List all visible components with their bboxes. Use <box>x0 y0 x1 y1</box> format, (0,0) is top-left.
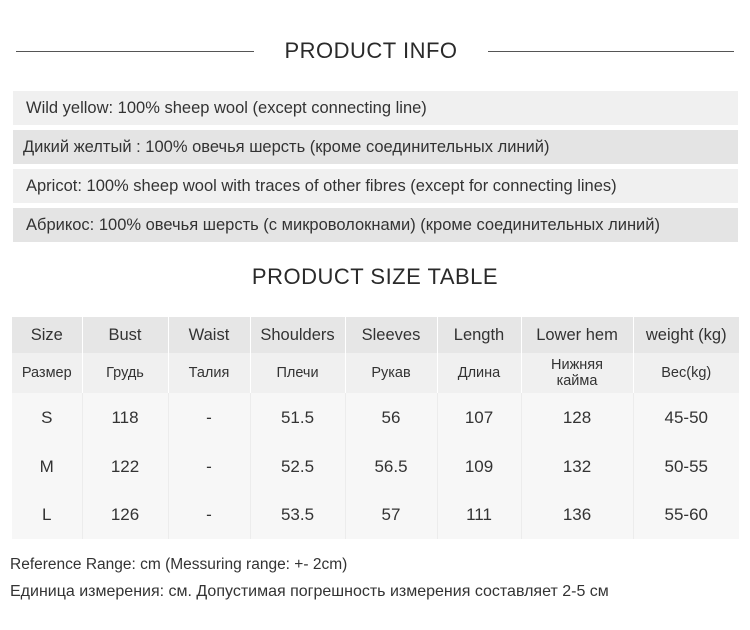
column-header-ru: Длина <box>437 353 521 393</box>
column-header: Bust <box>82 317 168 353</box>
info-line <box>13 208 738 242</box>
table-row <box>12 491 739 539</box>
table-cell: 107 <box>437 393 521 443</box>
reference-range-note-ru: Единица измерения: см. Допустимая погрешность измерения составляет 2-5 см <box>10 583 609 600</box>
table-row <box>12 393 739 443</box>
table-header-row <box>12 317 739 353</box>
reference-range-note: Reference Range: cm (Messuring range: +- 2cm) <box>10 556 348 573</box>
column-header-ru: Рукав <box>345 353 437 393</box>
product-info-list <box>13 91 738 247</box>
table-cell: M <box>12 443 82 491</box>
table-cell: 52.5 <box>250 443 345 491</box>
table-cell: 57 <box>345 491 437 539</box>
table-cell: 45-50 <box>633 393 739 443</box>
size-table <box>12 317 739 539</box>
size-table-header <box>0 264 750 290</box>
info-line-text: Apricot: 100% sheep wool with traces of other fibres (except for connecting lines) <box>26 176 617 195</box>
column-header-ru: Вес(kg) <box>633 353 739 393</box>
table-cell: 51.5 <box>250 393 345 443</box>
table-cell: 136 <box>521 491 633 539</box>
table-row <box>12 443 739 491</box>
divider-line <box>16 51 254 52</box>
column-header: Length <box>437 317 521 353</box>
product-info-title: PRODUCT INFO <box>284 38 458 63</box>
table-cell: - <box>168 443 250 491</box>
size-table-title: PRODUCT SIZE TABLE <box>251 264 499 289</box>
column-header-ru: Нижняя кайма <box>521 353 633 393</box>
table-cell: 56 <box>345 393 437 443</box>
column-header-ru: Талия <box>168 353 250 393</box>
info-line-text: Дикий желтый : 100% овечья шерсть (кроме соединительных линий) <box>23 137 550 156</box>
table-cell: 132 <box>521 443 633 491</box>
info-line-text: Абрикос: 100% овечья шерсть (с микроволокнами) (кроме соединительных линий) <box>26 215 660 234</box>
info-line-text: Wild yellow: 100% sheep wool (except connecting line) <box>26 98 427 117</box>
table-cell: L <box>12 491 82 539</box>
table-cell: 109 <box>437 443 521 491</box>
column-header-ru: Грудь <box>82 353 168 393</box>
table-cell: 50-55 <box>633 443 739 491</box>
column-header: weight (kg) <box>633 317 739 353</box>
table-cell: - <box>168 491 250 539</box>
table-cell: 111 <box>437 491 521 539</box>
table-cell: 126 <box>82 491 168 539</box>
table-cell: S <box>12 393 82 443</box>
column-header: Shoulders <box>250 317 345 353</box>
info-line <box>13 130 738 164</box>
table-cell: 56.5 <box>345 443 437 491</box>
column-header-ru: Плечи <box>250 353 345 393</box>
table-cell: 122 <box>82 443 168 491</box>
table-cell: 53.5 <box>250 491 345 539</box>
info-line <box>13 169 738 203</box>
table-cell: 118 <box>82 393 168 443</box>
column-header: Sleeves <box>345 317 437 353</box>
info-line <box>13 91 738 125</box>
table-header-row-ru <box>12 353 739 393</box>
column-header: Waist <box>168 317 250 353</box>
column-header: Lower hem <box>521 317 633 353</box>
product-info-header <box>0 38 750 64</box>
table-cell: 128 <box>521 393 633 443</box>
column-header-ru: Размер <box>12 353 82 393</box>
divider-line <box>488 51 734 52</box>
table-cell: 55-60 <box>633 491 739 539</box>
table-cell: - <box>168 393 250 443</box>
column-header: Size <box>12 317 82 353</box>
